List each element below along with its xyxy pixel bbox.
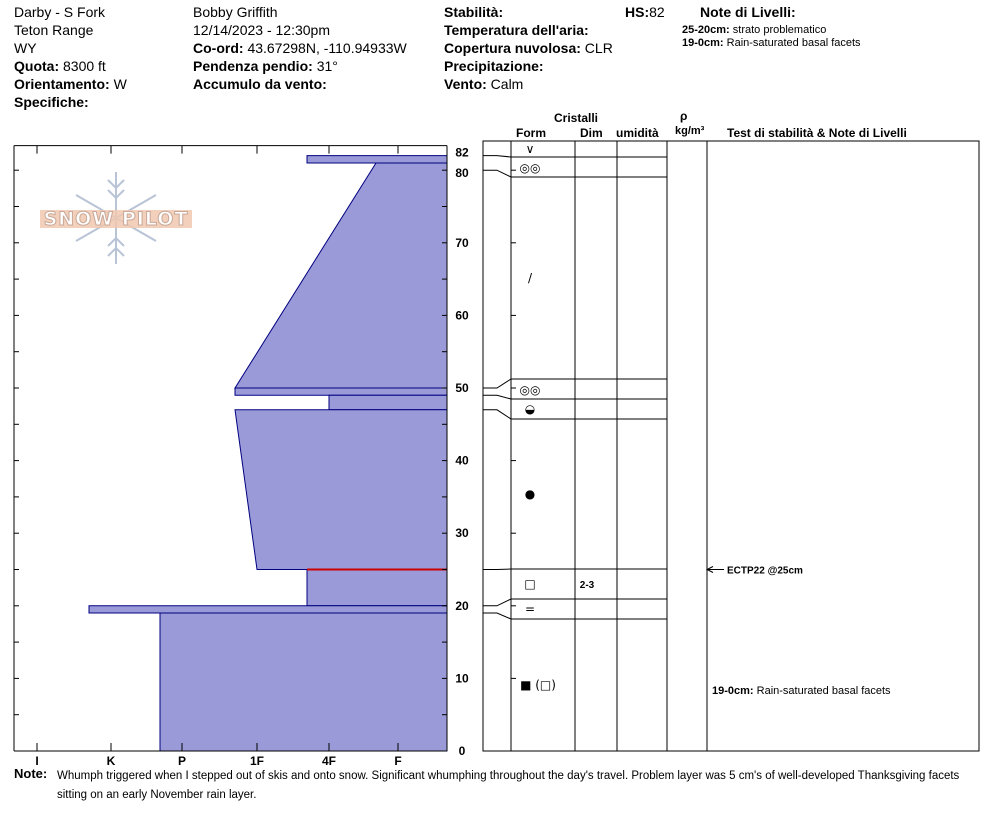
hardness-layer — [307, 570, 447, 606]
hardness-layer — [235, 388, 447, 395]
hardness-tick-label: F — [394, 754, 402, 768]
hardness-layer — [89, 606, 447, 613]
layer-notes-label: Note di Livelli: — [700, 4, 796, 20]
moisture-header: umidità — [616, 126, 659, 140]
depth-tick-label: 50 — [455, 381, 469, 395]
cloud-value: CLR — [584, 40, 613, 56]
layer-note-range: 25-20cm: — [682, 24, 730, 36]
layer-note-bottom — [712, 685, 891, 697]
layer-boundary — [483, 569, 667, 570]
size-header: Dim — [580, 126, 603, 140]
layer-note-bottom-range: 19-0cm: — [712, 685, 757, 697]
note-text: Whumph triggered when I stepped out of skis and onto snow. Significant whumphing throughout the day's travel. Problem layer was 5 cm's of well-developed Thanksgiving facets sitting on an early November rain layer. — [57, 770, 960, 801]
coord-value: 43.67298N, -110.94933W — [247, 40, 407, 56]
layer-note-bottom-text: Rain-saturated basal facets — [756, 685, 891, 697]
grain-size-label: 2-3 — [579, 580, 595, 591]
logo-text: SNOW PILOT — [43, 208, 189, 230]
location: Darby - S Fork — [14, 4, 106, 20]
depth-tick-label: 30 — [455, 526, 469, 541]
depth-tick-label: 80 — [455, 166, 469, 181]
tests-header: Test di stabilità & Note di Livelli — [727, 126, 907, 140]
layer-table-frame — [483, 141, 979, 751]
aspect-value: W — [113, 76, 127, 92]
note-label: Note: — [14, 766, 48, 781]
wind-value: Calm — [490, 76, 524, 92]
form-header: Form — [516, 126, 546, 140]
grain-form-symbol: ■ (□) — [520, 678, 556, 692]
layer-note-text: strato problematico — [732, 24, 827, 36]
grain-form-symbol: = — [524, 602, 536, 616]
datetime: 12/14/2023 - 12:30pm — [193, 22, 330, 38]
precip-label: Precipitazione: — [444, 58, 544, 74]
depth-tick-label: 0 — [458, 744, 466, 758]
snowpilot-logo — [38, 170, 194, 270]
slope-label: Pendenza pendio: — [193, 58, 313, 74]
stability-test-label: ECTP22 @25cm — [727, 565, 803, 577]
hardness-tick-label: P — [177, 754, 187, 768]
depth-tick-label: 60 — [455, 308, 469, 323]
layer-note-range: 19-0cm: — [682, 37, 724, 49]
aspect-label: Orientamento: — [14, 76, 110, 92]
depth-tick-label: 40 — [455, 453, 469, 468]
grain-form-symbol: / — [527, 271, 533, 285]
depth-tick-label: 82 — [455, 145, 469, 160]
grain-form-symbol: ◎◎ — [519, 383, 541, 397]
depth-tick-label: 10 — [455, 671, 469, 686]
hardness-tick-label: I — [35, 754, 39, 768]
hardness-layer — [307, 156, 447, 163]
stability-label: Stabilità: — [444, 4, 504, 20]
grain-form-symbol: ◒ — [524, 402, 536, 416]
elevation-value: 8300 ft — [63, 58, 106, 74]
observer: Bobby Griffith — [193, 4, 278, 20]
grain-form-symbol: ∨ — [525, 142, 535, 156]
crystals-header: Cristalli — [554, 111, 599, 125]
wind-loading-label: Accumulo da vento: — [193, 76, 327, 92]
slope-value: 31° — [316, 58, 338, 74]
hs-value: 82 — [649, 4, 665, 20]
layer-note-text: Rain-saturated basal facets — [726, 37, 861, 49]
density-unit: kg/m³ — [675, 125, 705, 137]
coord-label: Co-ord: — [193, 40, 244, 56]
depth-tick-label: 20 — [455, 598, 469, 613]
specifics-label: Specifiche: — [14, 94, 89, 110]
grain-form-symbol: ◎◎ — [519, 161, 541, 175]
density-symbol: ρ — [680, 109, 688, 123]
hardness-tick-label: 1F — [249, 754, 265, 768]
state: WY — [14, 40, 37, 56]
hs-label: HS: — [625, 4, 650, 20]
hardness-tick-label: K — [106, 754, 116, 768]
range: Teton Range — [14, 22, 94, 38]
hardness-layer — [235, 163, 447, 388]
wind-label: Vento: — [444, 76, 487, 92]
cloud-label: Copertura nuvolosa: — [444, 40, 581, 56]
hardness-layer — [160, 613, 447, 751]
air-temp-label: Temperatura dell'aria: — [444, 22, 589, 38]
depth-tick-label: 70 — [455, 235, 469, 250]
elevation-label: Quota: — [14, 58, 60, 74]
hardness-layer — [329, 395, 447, 410]
grain-form-symbol: □ — [524, 577, 536, 591]
hardness-layer — [235, 410, 447, 570]
hardness-tick-label: 4F — [321, 754, 337, 768]
grain-form-symbol: ● — [524, 487, 536, 501]
